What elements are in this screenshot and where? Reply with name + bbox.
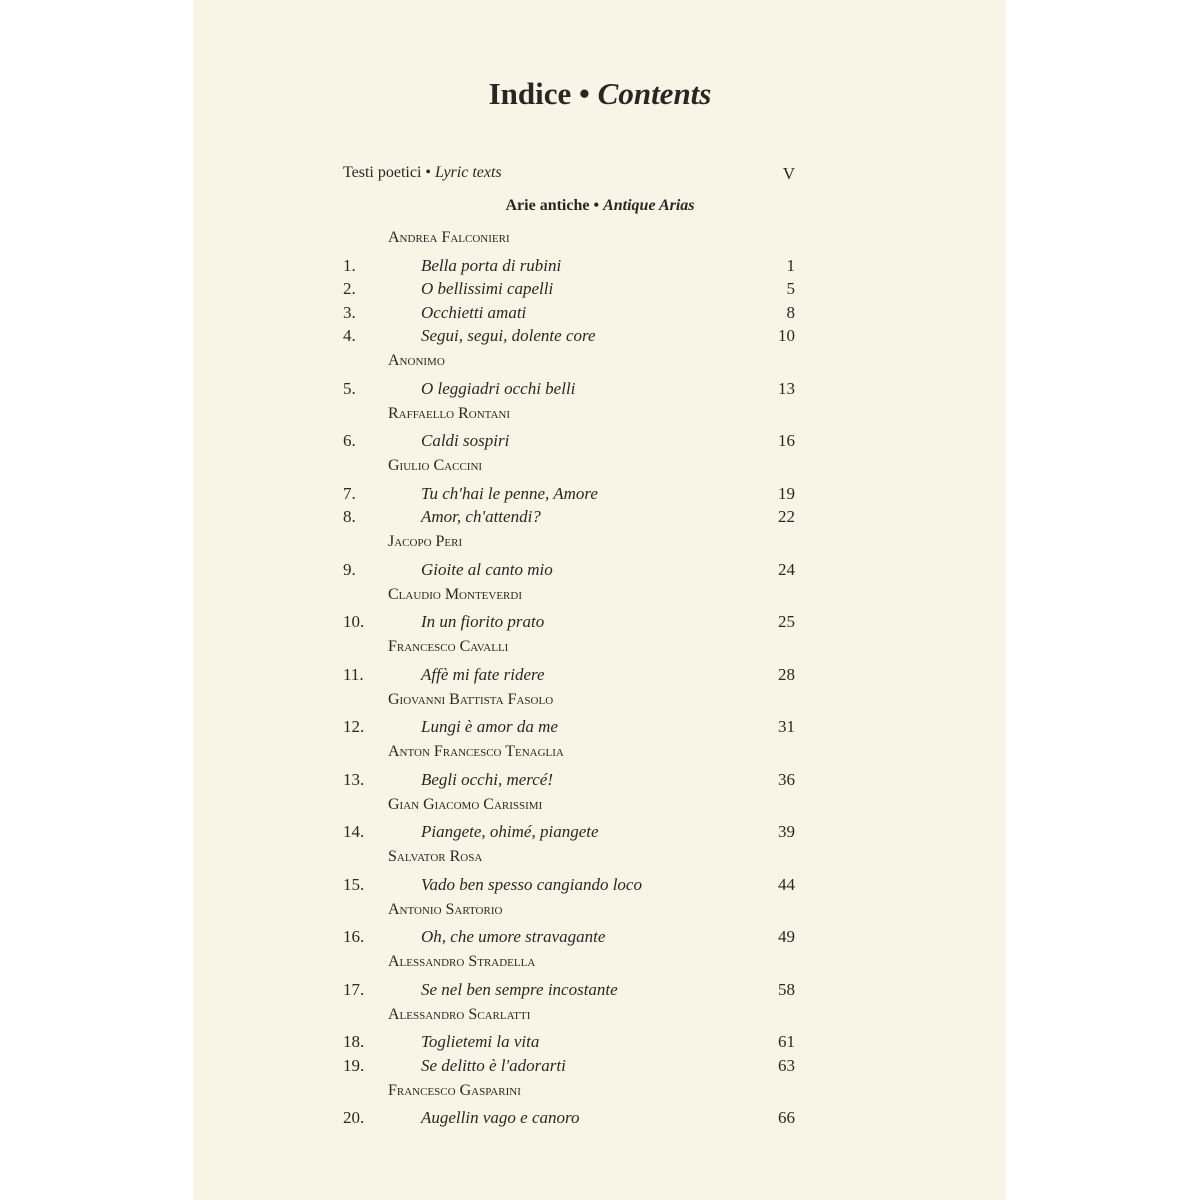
toc-entry xyxy=(0,560,1200,584)
song-title: Amor, ch'attendi? xyxy=(421,507,541,526)
composer-name: Giulio Caccini xyxy=(388,457,483,474)
song-title: O leggiadri occhi belli xyxy=(421,378,576,398)
song-title: Bella porta di rubini xyxy=(421,255,562,275)
entry-number: 5. xyxy=(343,378,356,398)
toc-entry xyxy=(0,927,1200,951)
entry-number: 14. xyxy=(343,822,365,841)
song-title: Caldi sospiri xyxy=(421,431,510,450)
toc-entry xyxy=(0,303,1200,327)
composer-name: Raffaello Rontani xyxy=(388,404,511,422)
song-title: Toglietemi la vita xyxy=(421,1032,540,1051)
title-italic: Contents xyxy=(597,76,712,111)
page-number: 22 xyxy=(778,507,795,526)
entry-number: 13. xyxy=(343,769,365,789)
toc-entry xyxy=(0,875,1200,899)
page-number: 10 xyxy=(778,326,795,345)
lyric-texts-label: Testi poetici • Lyric texts xyxy=(343,164,502,181)
toc-entry xyxy=(0,326,1200,350)
lyric-texts-page: V xyxy=(782,164,795,183)
song-title: O bellissimi capelli xyxy=(421,279,554,298)
toc-entry xyxy=(0,431,1200,455)
composer-row xyxy=(0,1006,1200,1030)
song-title: In un fiorito prato xyxy=(421,612,545,631)
page-number: 5 xyxy=(786,279,795,298)
page-number: 31 xyxy=(778,717,795,736)
song-title: Occhietti amati xyxy=(421,302,527,322)
entry-number: 11. xyxy=(343,664,364,684)
composer-name: Giovanni Battista Fasolo xyxy=(388,690,554,708)
title-main: Indice xyxy=(488,76,572,111)
toc-entry xyxy=(0,612,1200,636)
entry-number: 7. xyxy=(343,483,356,503)
page-number: 49 xyxy=(778,927,795,946)
composer-row xyxy=(0,796,1200,820)
song-title: Augellin vago e canoro xyxy=(421,1108,580,1127)
entry-number: 17. xyxy=(343,979,365,999)
entry-number: 3. xyxy=(343,302,356,322)
composer-row xyxy=(0,638,1200,662)
entry-number: 2. xyxy=(343,279,356,298)
page-number: 1 xyxy=(786,255,795,275)
page-number: 44 xyxy=(778,874,795,894)
page-number: 8 xyxy=(786,302,795,322)
composer-name: Anton Francesco Tenaglia xyxy=(388,743,564,760)
toc-entry xyxy=(0,484,1200,508)
page-number: 39 xyxy=(778,822,795,841)
entry-number: 15. xyxy=(343,874,365,894)
toc-entry xyxy=(0,1056,1200,1080)
section-heading: Arie antiche • Antique Arias xyxy=(505,197,695,214)
composer-name: Gian Giacomo Carissimi xyxy=(388,795,543,813)
page-number: 13 xyxy=(778,378,795,398)
composer-name: Alessandro Scarlatti xyxy=(388,1005,531,1023)
song-title: Se delitto è l'adorarti xyxy=(421,1055,566,1075)
song-title: Gioite al canto mio xyxy=(421,559,553,579)
song-title: Vado ben spesso cangiando loco xyxy=(421,874,642,894)
composer-row xyxy=(0,352,1200,376)
page-title xyxy=(0,76,1200,112)
composer-row xyxy=(0,691,1200,715)
composer-row xyxy=(0,586,1200,610)
entry-number: 8. xyxy=(343,507,356,526)
composer-name: Jacopo Peri xyxy=(388,533,463,550)
composer-row xyxy=(0,901,1200,925)
entry-number: 19. xyxy=(343,1055,365,1075)
composer-name: Andrea Falconieri xyxy=(388,229,510,246)
entry-number: 1. xyxy=(343,255,356,275)
entry-number: 9. xyxy=(343,559,356,579)
song-title: Lungi è amor da me xyxy=(421,717,558,736)
composer-row xyxy=(0,533,1200,557)
title-separator: • xyxy=(579,76,590,111)
entry-number: 6. xyxy=(343,431,356,450)
page-number: 58 xyxy=(778,979,795,999)
entry-number: 16. xyxy=(343,927,365,946)
composer-row xyxy=(0,953,1200,977)
toc-entry xyxy=(0,980,1200,1004)
song-title: Piangete, ohimé, piangete xyxy=(421,822,599,841)
composer-row xyxy=(0,743,1200,767)
toc-entry xyxy=(0,1108,1200,1132)
page-number: 61 xyxy=(778,1032,795,1051)
composer-name: Francesco Cavalli xyxy=(388,638,509,655)
composer-row xyxy=(0,405,1200,429)
entry-number: 10. xyxy=(343,612,365,631)
song-title: Segui, segui, dolente core xyxy=(421,326,596,345)
entry-number: 20. xyxy=(343,1108,365,1127)
page-number: 36 xyxy=(778,769,795,789)
lyric-texts-row xyxy=(0,164,1200,188)
toc-entry xyxy=(0,279,1200,303)
composer-name: Anonimo xyxy=(388,352,445,369)
composer-name: Antonio Sartorio xyxy=(388,900,503,918)
page-number: 16 xyxy=(778,431,795,450)
toc-entry xyxy=(0,665,1200,689)
composer-row xyxy=(0,1082,1200,1106)
page-number: 66 xyxy=(778,1108,795,1127)
toc-entry xyxy=(0,770,1200,794)
song-title: Begli occhi, mercé! xyxy=(421,769,553,789)
song-title: Se nel ben sempre incostante xyxy=(421,979,618,999)
composer-name: Claudio Monteverdi xyxy=(388,585,522,603)
composer-name: Salvator Rosa xyxy=(388,848,483,865)
toc-entry xyxy=(0,1032,1200,1056)
toc-entry xyxy=(0,379,1200,403)
composer-name: Alessandro Stradella xyxy=(388,953,536,970)
composer-name: Francesco Gasparini xyxy=(388,1081,521,1099)
page-number: 63 xyxy=(778,1055,795,1075)
toc-entry xyxy=(0,507,1200,531)
entry-number: 4. xyxy=(343,326,356,345)
toc-entry xyxy=(0,822,1200,846)
toc-entry xyxy=(0,256,1200,280)
composer-row xyxy=(0,848,1200,872)
page-number: 24 xyxy=(778,559,795,579)
composer-row xyxy=(0,457,1200,481)
toc-entry xyxy=(0,717,1200,741)
entry-number: 12. xyxy=(343,717,365,736)
song-title: Tu ch'hai le penne, Amore xyxy=(421,483,598,503)
song-title: Affè mi fate ridere xyxy=(421,664,545,684)
composer-row xyxy=(0,229,1200,253)
entry-number: 18. xyxy=(343,1032,365,1051)
page-number: 28 xyxy=(778,664,795,684)
page-number: 25 xyxy=(778,612,795,631)
song-title: Oh, che umore stravagante xyxy=(421,927,606,946)
page-number: 19 xyxy=(778,483,795,503)
